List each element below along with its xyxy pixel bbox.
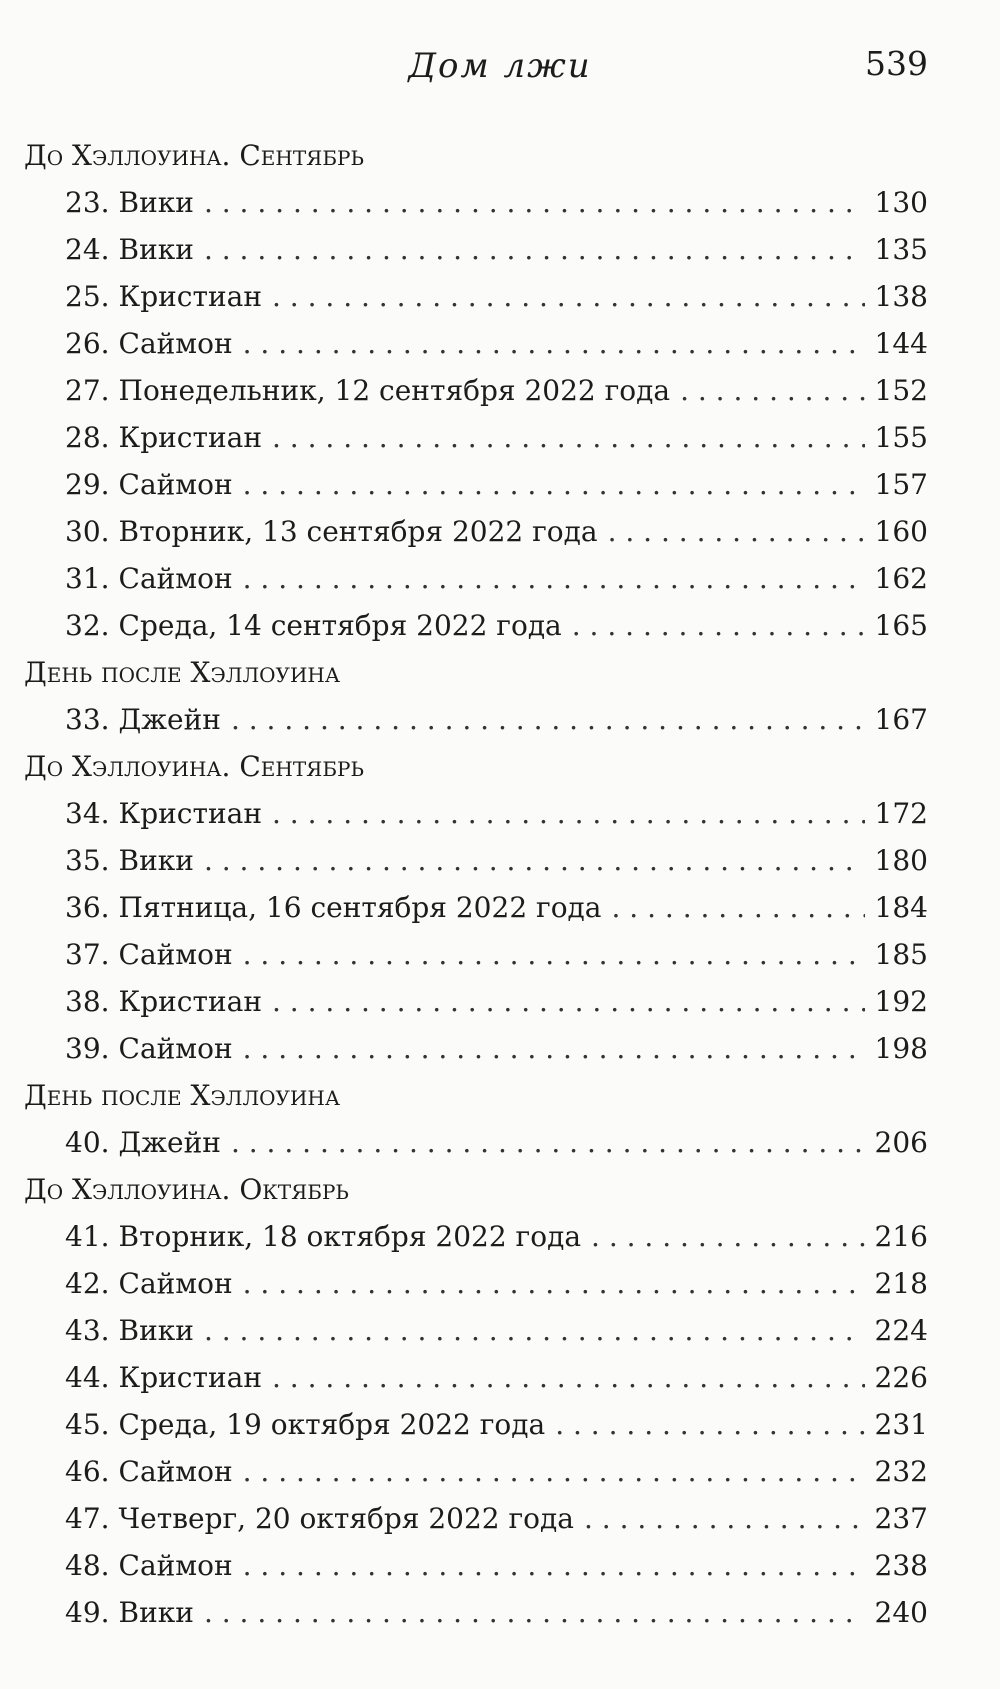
toc-entry xyxy=(0,1307,1000,1354)
chapter-number: 46. xyxy=(65,1455,110,1488)
chapter-number: 23. xyxy=(65,186,110,219)
chapter-page-number: 238 xyxy=(874,1549,928,1582)
chapter-title: Понедельник, 12 сентября 2022 года xyxy=(118,374,671,407)
dot-leader xyxy=(243,320,865,367)
toc-entry xyxy=(0,226,1000,273)
dot-leader xyxy=(243,1260,865,1307)
toc-entry xyxy=(0,1260,1000,1307)
toc-section-heading: До Хэллоуина. Сентябрь xyxy=(24,750,364,783)
toc-section-heading: День после Хэллоуина xyxy=(24,1079,341,1112)
dot-leader xyxy=(680,367,864,414)
toc-entry xyxy=(0,696,1000,743)
dot-leader xyxy=(204,837,865,884)
chapter-title: Джейн xyxy=(118,703,221,736)
chapter-number: 24. xyxy=(65,233,110,266)
chapter-title: Саймон xyxy=(118,1455,233,1488)
chapter-title: Вторник, 18 октября 2022 года xyxy=(118,1220,582,1253)
dot-leader xyxy=(243,1025,865,1072)
chapter-page-number: 162 xyxy=(874,562,928,595)
dot-leader xyxy=(272,273,865,320)
chapter-number: 41. xyxy=(65,1220,110,1253)
dot-leader xyxy=(243,931,865,978)
toc-entry xyxy=(0,555,1000,602)
dot-leader xyxy=(204,226,865,273)
chapter-page-number: 198 xyxy=(874,1032,928,1065)
toc-entry xyxy=(0,884,1000,931)
dot-leader xyxy=(584,1495,865,1542)
chapter-number: 30. xyxy=(65,515,110,548)
chapter-page-number: 152 xyxy=(874,374,928,407)
chapter-number: 26. xyxy=(65,327,110,360)
chapter-title: Саймон xyxy=(118,562,233,595)
dot-leader xyxy=(572,602,865,649)
chapter-number: 33. xyxy=(65,703,110,736)
chapter-number: 32. xyxy=(65,609,110,642)
chapter-title: Вики xyxy=(118,186,194,219)
toc-entry xyxy=(0,1401,1000,1448)
toc-entry xyxy=(0,273,1000,320)
chapter-number: 35. xyxy=(65,844,110,877)
toc-entry xyxy=(0,1354,1000,1401)
toc-entry xyxy=(0,602,1000,649)
chapter-title: Саймон xyxy=(118,1032,233,1065)
chapter-number: 42. xyxy=(65,1267,110,1300)
dot-leader xyxy=(204,1589,865,1636)
toc-entry xyxy=(0,790,1000,837)
chapter-page-number: 155 xyxy=(874,421,928,454)
toc-entry xyxy=(0,461,1000,508)
dot-leader xyxy=(272,790,865,837)
page-number: 539 xyxy=(865,44,928,83)
chapter-page-number: 138 xyxy=(874,280,928,313)
chapter-number: 36. xyxy=(65,891,110,924)
chapter-title: Саймон xyxy=(118,938,233,971)
chapter-title: Среда, 14 сентября 2022 года xyxy=(118,609,562,642)
chapter-title: Кристиан xyxy=(118,985,262,1018)
toc-entry xyxy=(0,320,1000,367)
dot-leader xyxy=(231,696,865,743)
chapter-page-number: 184 xyxy=(874,891,928,924)
dot-leader xyxy=(272,414,865,461)
chapter-title: Вики xyxy=(118,844,194,877)
chapter-number: 47. xyxy=(65,1502,110,1535)
chapter-number: 48. xyxy=(65,1549,110,1582)
chapter-page-number: 144 xyxy=(874,327,928,360)
dot-leader xyxy=(243,1448,865,1495)
running-title: Дом лжи xyxy=(408,46,592,86)
toc-entry xyxy=(0,1589,1000,1636)
table-of-contents xyxy=(0,132,1000,1636)
chapter-number: 37. xyxy=(65,938,110,971)
dot-leader xyxy=(612,884,865,931)
chapter-number: 28. xyxy=(65,421,110,454)
chapter-page-number: 232 xyxy=(874,1455,928,1488)
chapter-title: Кристиан xyxy=(118,280,262,313)
toc-entry xyxy=(0,1119,1000,1166)
dot-leader xyxy=(272,1354,865,1401)
chapter-title: Среда, 19 октября 2022 года xyxy=(118,1408,546,1441)
chapter-number: 49. xyxy=(65,1596,110,1629)
chapter-page-number: 218 xyxy=(874,1267,928,1300)
chapter-number: 38. xyxy=(65,985,110,1018)
chapter-title: Саймон xyxy=(118,468,233,501)
chapter-page-number: 157 xyxy=(874,468,928,501)
chapter-page-number: 180 xyxy=(874,844,928,877)
chapter-page-number: 216 xyxy=(874,1220,928,1253)
chapter-page-number: 231 xyxy=(874,1408,928,1441)
chapter-number: 44. xyxy=(65,1361,110,1394)
dot-leader xyxy=(231,1119,865,1166)
chapter-number: 27. xyxy=(65,374,110,407)
dot-leader xyxy=(555,1401,864,1448)
toc-entry xyxy=(0,1025,1000,1072)
chapter-page-number: 167 xyxy=(874,703,928,736)
toc-entry xyxy=(0,1448,1000,1495)
chapter-number: 34. xyxy=(65,797,110,830)
dot-leader xyxy=(243,555,865,602)
dot-leader xyxy=(608,508,865,555)
chapter-title: Вторник, 13 сентября 2022 года xyxy=(118,515,598,548)
toc-entry xyxy=(0,414,1000,461)
chapter-title: Джейн xyxy=(118,1126,221,1159)
chapter-page-number: 160 xyxy=(874,515,928,548)
chapter-number: 43. xyxy=(65,1314,110,1347)
chapter-page-number: 206 xyxy=(874,1126,928,1159)
chapter-title: Кристиан xyxy=(118,421,262,454)
dot-leader xyxy=(243,1542,865,1589)
chapter-page-number: 237 xyxy=(874,1502,928,1535)
toc-entry xyxy=(0,367,1000,414)
chapter-page-number: 185 xyxy=(874,938,928,971)
chapter-page-number: 165 xyxy=(874,609,928,642)
chapter-number: 31. xyxy=(65,562,110,595)
toc-entry xyxy=(0,837,1000,884)
toc-entry xyxy=(0,1542,1000,1589)
chapter-page-number: 226 xyxy=(874,1361,928,1394)
chapter-page-number: 135 xyxy=(874,233,928,266)
chapter-title: Вики xyxy=(118,1314,194,1347)
chapter-title: Кристиан xyxy=(118,1361,262,1394)
chapter-page-number: 224 xyxy=(874,1314,928,1347)
chapter-page-number: 172 xyxy=(874,797,928,830)
chapter-page-number: 240 xyxy=(874,1596,928,1629)
dot-leader xyxy=(204,1307,865,1354)
chapter-title: Вики xyxy=(118,1596,194,1629)
chapter-number: 45. xyxy=(65,1408,110,1441)
toc-section-heading: День после Хэллоуина xyxy=(24,656,341,689)
toc-entry xyxy=(0,931,1000,978)
chapter-title: Саймон xyxy=(118,1267,233,1300)
chapter-title: Четверг, 20 октября 2022 года xyxy=(118,1502,574,1535)
chapter-title: Пятница, 16 сентября 2022 года xyxy=(118,891,602,924)
toc-entry xyxy=(0,1213,1000,1260)
dot-leader xyxy=(272,978,865,1025)
chapter-page-number: 192 xyxy=(874,985,928,1018)
chapter-title: Кристиан xyxy=(118,797,262,830)
chapter-title: Саймон xyxy=(118,1549,233,1582)
chapter-title: Саймон xyxy=(118,327,233,360)
toc-section-heading: До Хэллоуина. Сентябрь xyxy=(24,139,364,172)
toc-section-heading: До Хэллоуина. Октябрь xyxy=(24,1173,349,1206)
toc-entry xyxy=(0,978,1000,1025)
dot-leader xyxy=(591,1213,865,1260)
dot-leader xyxy=(204,179,865,226)
chapter-number: 25. xyxy=(65,280,110,313)
chapter-number: 39. xyxy=(65,1032,110,1065)
chapter-page-number: 130 xyxy=(874,186,928,219)
page-header xyxy=(0,38,1000,98)
chapter-number: 29. xyxy=(65,468,110,501)
chapter-number: 40. xyxy=(65,1126,110,1159)
dot-leader xyxy=(243,461,865,508)
toc-entry xyxy=(0,508,1000,555)
toc-entry xyxy=(0,179,1000,226)
toc-entry xyxy=(0,1495,1000,1542)
chapter-title: Вики xyxy=(118,233,194,266)
